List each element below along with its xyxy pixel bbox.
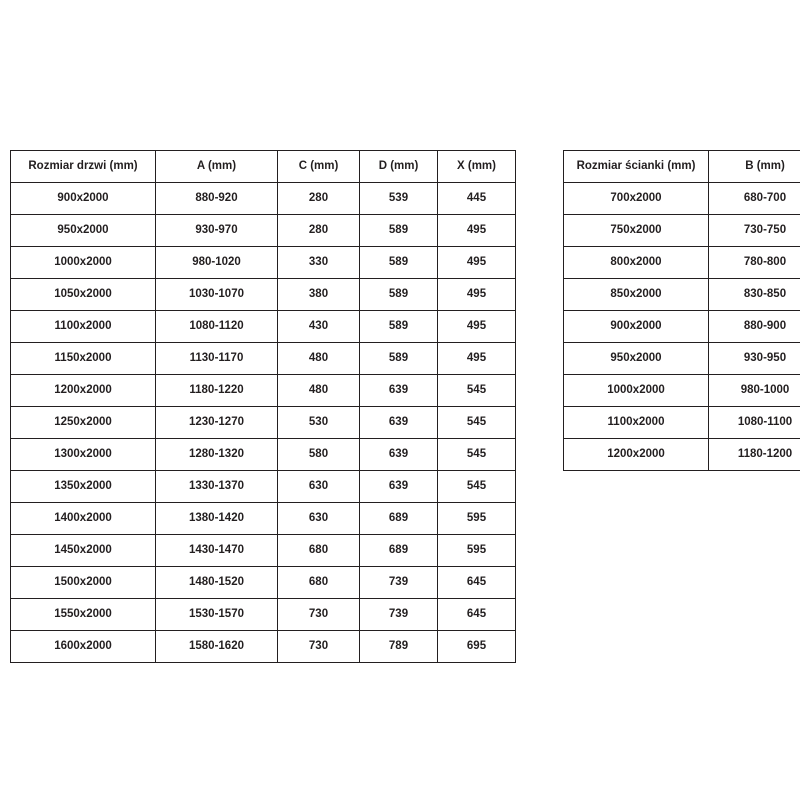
table-row — [11, 279, 516, 311]
cell: 1180-1200 — [709, 439, 800, 471]
cell: 1200x2000 — [564, 439, 709, 471]
cell: 1080-1120 — [156, 311, 278, 343]
cell: 630 — [278, 503, 360, 535]
doors-size-table — [10, 150, 516, 663]
cell: 1100x2000 — [564, 407, 709, 439]
cell: 639 — [360, 471, 438, 503]
column-header: X (mm) — [438, 151, 516, 183]
cell: 639 — [360, 375, 438, 407]
table-row — [11, 503, 516, 535]
cell: 780-800 — [709, 247, 800, 279]
cell: 1200x2000 — [11, 375, 156, 407]
table-row — [11, 407, 516, 439]
cell: 1180-1220 — [156, 375, 278, 407]
cell: 580 — [278, 439, 360, 471]
cell: 730-750 — [709, 215, 800, 247]
table-row — [11, 471, 516, 503]
doors-table-block — [10, 150, 516, 663]
cell: 595 — [438, 535, 516, 567]
cell: 545 — [438, 375, 516, 407]
cell: 530 — [278, 407, 360, 439]
cell: 880-900 — [709, 311, 800, 343]
cell: 589 — [360, 247, 438, 279]
cell: 545 — [438, 439, 516, 471]
cell: 1580-1620 — [156, 631, 278, 663]
cell: 1330-1370 — [156, 471, 278, 503]
table-row — [564, 407, 800, 439]
cell: 689 — [360, 535, 438, 567]
table-row — [564, 279, 800, 311]
cell: 1550x2000 — [11, 599, 156, 631]
column-header: B (mm) — [709, 151, 800, 183]
cell: 1500x2000 — [11, 567, 156, 599]
cell: 880-920 — [156, 183, 278, 215]
cell: 1100x2000 — [11, 311, 156, 343]
cell: 950x2000 — [11, 215, 156, 247]
table-row — [564, 247, 800, 279]
cell: 930-950 — [709, 343, 800, 375]
cell: 695 — [438, 631, 516, 663]
cell: 800x2000 — [564, 247, 709, 279]
cell: 1530-1570 — [156, 599, 278, 631]
cell: 645 — [438, 567, 516, 599]
cell: 1600x2000 — [11, 631, 156, 663]
cell: 639 — [360, 439, 438, 471]
cell: 1480-1520 — [156, 567, 278, 599]
cell: 730 — [278, 599, 360, 631]
cell: 930-970 — [156, 215, 278, 247]
cell: 639 — [360, 407, 438, 439]
table-row — [11, 247, 516, 279]
cell: 1250x2000 — [11, 407, 156, 439]
table-row — [11, 631, 516, 663]
cell: 1080-1100 — [709, 407, 800, 439]
tables-container — [10, 150, 793, 663]
cell: 950x2000 — [564, 343, 709, 375]
cell: 630 — [278, 471, 360, 503]
cell: 1050x2000 — [11, 279, 156, 311]
cell: 280 — [278, 183, 360, 215]
cell: 900x2000 — [11, 183, 156, 215]
cell: 730 — [278, 631, 360, 663]
cell: 1000x2000 — [11, 247, 156, 279]
table-row — [11, 375, 516, 407]
table-row — [11, 567, 516, 599]
cell: 689 — [360, 503, 438, 535]
cell: 750x2000 — [564, 215, 709, 247]
table-row — [11, 439, 516, 471]
cell: 480 — [278, 375, 360, 407]
cell: 830-850 — [709, 279, 800, 311]
cell: 589 — [360, 343, 438, 375]
column-header: D (mm) — [360, 151, 438, 183]
table-row — [564, 343, 800, 375]
cell: 545 — [438, 471, 516, 503]
cell: 980-1020 — [156, 247, 278, 279]
cell: 1000x2000 — [564, 375, 709, 407]
cell: 495 — [438, 311, 516, 343]
cell: 430 — [278, 311, 360, 343]
column-header: C (mm) — [278, 151, 360, 183]
cell: 700x2000 — [564, 183, 709, 215]
cell: 1300x2000 — [11, 439, 156, 471]
table-row — [564, 375, 800, 407]
column-header: A (mm) — [156, 151, 278, 183]
column-header: Rozmiar drzwi (mm) — [11, 151, 156, 183]
cell: 330 — [278, 247, 360, 279]
table-row — [564, 439, 800, 471]
cell: 589 — [360, 279, 438, 311]
cell: 1350x2000 — [11, 471, 156, 503]
cell: 495 — [438, 215, 516, 247]
table-row — [11, 343, 516, 375]
cell: 739 — [360, 567, 438, 599]
cell: 1430-1470 — [156, 535, 278, 567]
table-row — [11, 183, 516, 215]
cell: 980-1000 — [709, 375, 800, 407]
table-row — [564, 215, 800, 247]
cell: 789 — [360, 631, 438, 663]
table-row — [11, 215, 516, 247]
cell: 445 — [438, 183, 516, 215]
table-row — [11, 535, 516, 567]
cell: 900x2000 — [564, 311, 709, 343]
cell: 495 — [438, 279, 516, 311]
cell: 545 — [438, 407, 516, 439]
cell: 680 — [278, 567, 360, 599]
cell: 480 — [278, 343, 360, 375]
cell: 1130-1170 — [156, 343, 278, 375]
cell: 1400x2000 — [11, 503, 156, 535]
table-row — [11, 311, 516, 343]
cell: 595 — [438, 503, 516, 535]
cell: 850x2000 — [564, 279, 709, 311]
cell: 495 — [438, 247, 516, 279]
cell: 680 — [278, 535, 360, 567]
cell: 1450x2000 — [11, 535, 156, 567]
table-header-row — [11, 151, 516, 183]
table-row — [11, 599, 516, 631]
cell: 495 — [438, 343, 516, 375]
cell: 1150x2000 — [11, 343, 156, 375]
table-row — [564, 311, 800, 343]
table-header-row — [564, 151, 800, 183]
wall-size-table — [563, 150, 800, 471]
cell: 645 — [438, 599, 516, 631]
cell: 1380-1420 — [156, 503, 278, 535]
cell: 680-700 — [709, 183, 800, 215]
cell: 1230-1270 — [156, 407, 278, 439]
cell: 1030-1070 — [156, 279, 278, 311]
cell: 739 — [360, 599, 438, 631]
cell: 1280-1320 — [156, 439, 278, 471]
cell: 589 — [360, 215, 438, 247]
cell: 280 — [278, 215, 360, 247]
cell: 380 — [278, 279, 360, 311]
table-row — [564, 183, 800, 215]
cell: 539 — [360, 183, 438, 215]
column-header: Rozmiar ścianki (mm) — [564, 151, 709, 183]
cell: 589 — [360, 311, 438, 343]
wall-table-block — [563, 150, 800, 471]
